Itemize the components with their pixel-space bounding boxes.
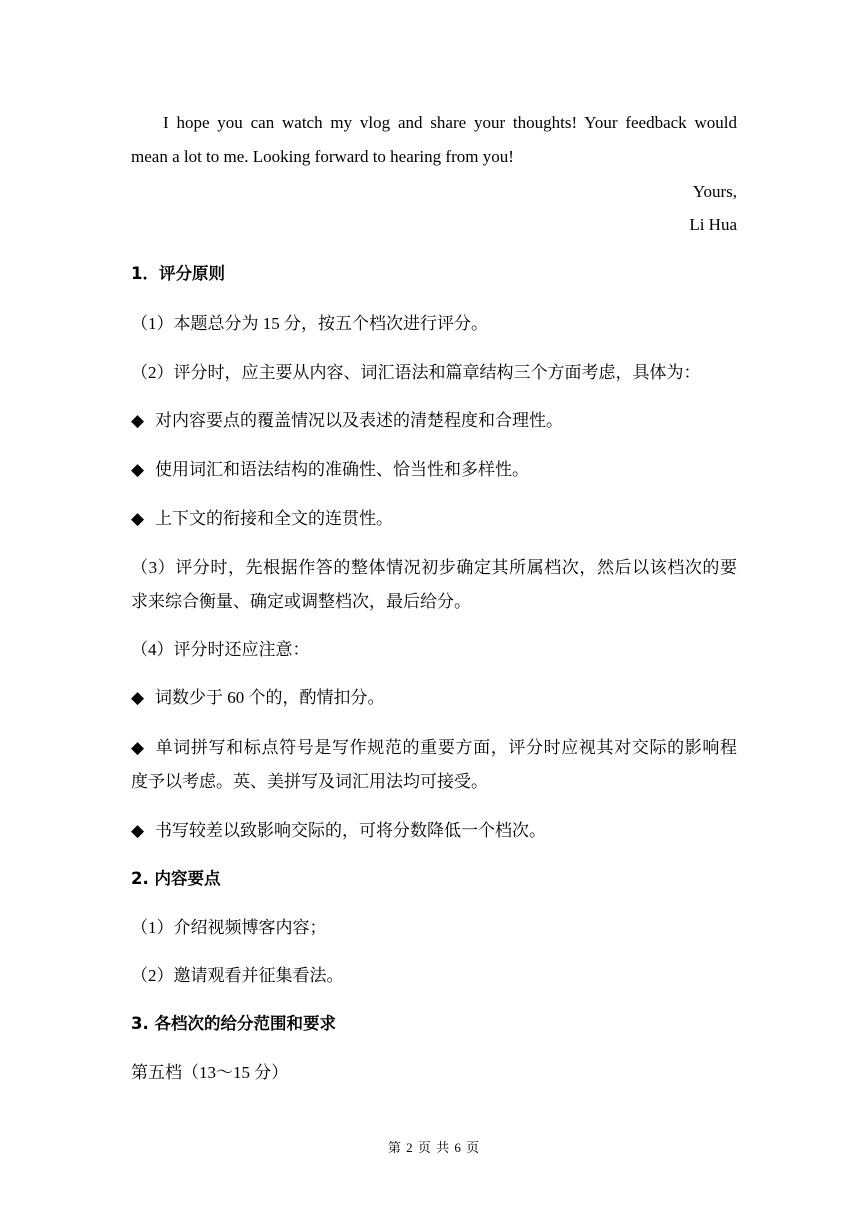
bullet-diamond-icon: ◆ — [131, 738, 145, 757]
bullet-item-word-count — [131, 686, 737, 710]
bullet-item-coherence — [131, 507, 737, 531]
letter-line-1: I hope you can watch my vlog and share your thoughts! Your feedback would — [163, 113, 737, 132]
letter-closing: Yours, — [692, 182, 737, 201]
bullet-diamond-icon: ◆ — [131, 460, 145, 479]
section-3-heading: 3. 各档次的给分范围和要求 — [131, 1014, 336, 1033]
bullet-item-content — [131, 409, 737, 433]
section-2-heading: 2. 内容要点 — [131, 869, 221, 888]
bullet-item-spelling-line-1 — [131, 736, 737, 760]
section-1-item-3-line-1: （3）评分时，先根据作答的整体情况初步确定其所属档次，然后以该档次的要 — [131, 558, 737, 577]
section-1-heading: 1．评分原则 — [131, 264, 225, 283]
bullet-text: 使用词汇和语法结构的准确性、恰当性和多样性。 — [155, 460, 529, 479]
section-1-item-3-line-2: 求来综合衡量、确定或调整档次，最后给分。 — [131, 592, 471, 611]
bullet-diamond-icon: ◆ — [131, 411, 145, 430]
bullet-diamond-icon: ◆ — [131, 821, 145, 840]
section-1-item-1: （1）本题总分为 15 分，按五个档次进行评分。 — [131, 314, 488, 333]
section-2-item-1: （1）介绍视频博客内容； — [131, 918, 327, 937]
letter-line-2: mean a lot to me. Looking forward to hearing from you! — [131, 147, 514, 166]
bullet-text: 上下文的衔接和全文的连贯性。 — [155, 509, 393, 528]
bullet-item-vocabulary — [131, 458, 737, 482]
bullet-item-spelling-line-2: 度予以考虑。英、美拼写及词汇用法均可接受。 — [131, 772, 488, 791]
bullet-diamond-icon: ◆ — [131, 509, 145, 528]
bullet-text: 对内容要点的覆盖情况以及表述的清楚程度和合理性。 — [155, 411, 563, 430]
letter-signature: Li Hua — [689, 215, 737, 234]
bullet-text: 单词拼写和标点符号是写作规范的重要方面，评分时应视其对交际的影响程 — [155, 738, 737, 757]
bullet-diamond-icon: ◆ — [131, 688, 145, 707]
bullet-item-handwriting — [131, 819, 737, 843]
section-1-item-2: （2）评分时，应主要从内容、词汇语法和篇章结构三个方面考虑，具体为： — [131, 363, 701, 382]
page-footer: 第 2 页 共 6 页 — [387, 1140, 481, 1155]
bullet-text: 书写较差以致影响交际的，可将分数降低一个档次。 — [155, 821, 546, 840]
section-1-item-4: （4）评分时还应注意： — [131, 640, 310, 659]
section-2-item-2: （2）邀请观看并征集看法。 — [131, 966, 344, 985]
section-3-tier-5: 第五档（13～15 分） — [131, 1063, 289, 1082]
bullet-text: 词数少于 60 个的，酌情扣分。 — [155, 688, 385, 707]
